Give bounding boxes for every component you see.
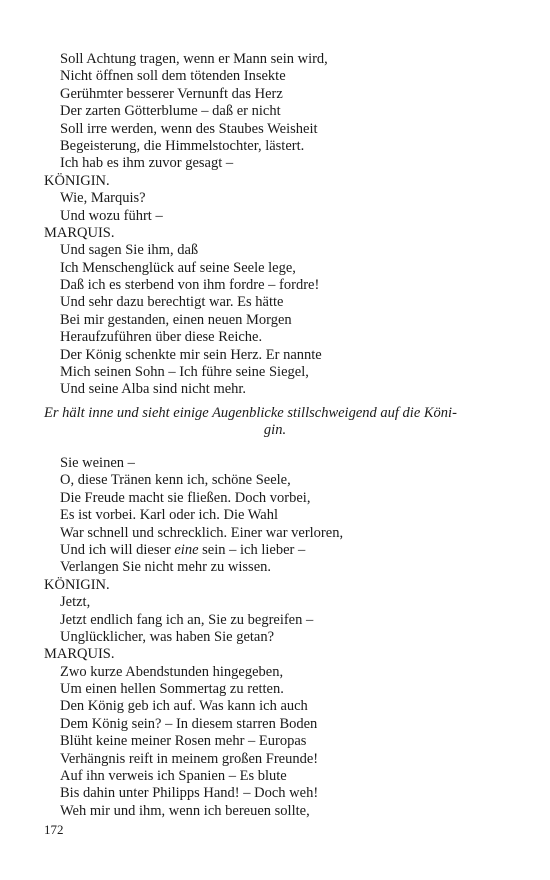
verse-line: Bei mir gestanden, einen neuen Morgen	[60, 311, 292, 328]
verse-line: Verlangen Sie nicht mehr zu wissen.	[60, 559, 272, 576]
verse-block-2	[44, 455, 504, 820]
verse-line	[44, 542, 504, 559]
verse-line: Jetzt endlich fang ich an, Sie zu begreifen –	[60, 611, 314, 628]
verse-block-1	[44, 51, 504, 399]
verse-line: Verhängnis reift in meinem großen Freunde!	[60, 750, 319, 767]
verse-line: Heraufzuführen über diese Reiche.	[60, 329, 263, 346]
verse-line: O, diese Tränen kenn ich, schöne Seele,	[60, 472, 291, 489]
verse-text: sein – ich lieber –	[198, 541, 306, 558]
verse-line: War schnell und schrecklich. Einer war verloren,	[60, 524, 344, 541]
verse-line: Auf ihn verweis ich Spanien – Es blute	[60, 768, 287, 785]
stage-direction-line-1: Er hält inne und sieht einige Augenblicke stillschweigend auf die Köni-	[44, 405, 457, 421]
page-number: 172	[44, 822, 64, 837]
stage-direction-line-2: gin.	[263, 422, 287, 439]
verse-line: Den König geb ich auf. Was kann ich auch	[60, 698, 308, 715]
verse-line: Mich seinen Sohn – Ich führe seine Siegel,	[60, 364, 309, 381]
speaker-name: KÖNIGIN.	[44, 172, 110, 189]
emphasized-word: eine	[174, 541, 199, 558]
stage-direction	[44, 405, 506, 440]
verse-line: Blüht keine meiner Rosen mehr – Europas	[60, 733, 307, 750]
verse-line: Der König schenkte mir sein Herz. Er nannte	[60, 346, 322, 363]
speaker-name: MARQUIS.	[44, 646, 115, 663]
verse-line: Um einen hellen Sommertag zu retten.	[60, 681, 284, 698]
speaker-name: MARQUIS.	[44, 224, 115, 241]
speaker-name: KÖNIGIN.	[44, 576, 110, 593]
verse-line: Und sagen Sie ihm, daß	[60, 242, 199, 259]
verse-line: Es ist vorbei. Karl oder ich. Die Wahl	[60, 507, 279, 524]
verse-line: Soll Achtung tragen, wenn er Mann sein wird,	[60, 51, 328, 67]
verse-line: Und wozu führt –	[60, 207, 163, 224]
verse-line: Wie, Marquis?	[60, 190, 146, 207]
verse-line: Die Freude macht sie fließen. Doch vorbei,	[60, 489, 311, 506]
verse-line: Weh mir und ihm, wenn ich bereuen sollte,	[60, 802, 310, 819]
verse-line: Soll irre werden, wenn des Staubes Weisheit	[60, 120, 318, 137]
verse-line: Bis dahin unter Philipps Hand! – Doch weh!	[60, 785, 319, 802]
verse-line: Sie weinen –	[60, 455, 135, 471]
verse-line: Der zarten Götterblume – daß er nicht	[60, 103, 281, 120]
verse-line: Und seine Alba sind nicht mehr.	[60, 381, 247, 398]
verse-line: Unglücklicher, was haben Sie getan?	[60, 628, 275, 645]
verse-line: Jetzt,	[60, 594, 91, 611]
verse-line: Dem König sein? – In diesem starren Boden	[60, 715, 318, 732]
verse-line: Nicht öffnen soll dem tötenden Insekte	[60, 68, 286, 85]
verse-text: Und ich will dieser	[60, 541, 175, 558]
verse-line: Ich hab es ihm zuvor gesagt –	[60, 155, 234, 172]
verse-line: Gerühmter besserer Vernunft das Herz	[60, 85, 283, 102]
verse-line: Daß ich es sterbend von ihm fordre – fordre!	[60, 277, 320, 294]
verse-line: Und sehr dazu berechtigt war. Es hätte	[60, 294, 284, 311]
verse-line: Ich Menschenglück auf seine Seele lege,	[60, 259, 296, 276]
verse-line: Zwo kurze Abendstunden hingegeben,	[60, 663, 284, 680]
verse-line: Begeisterung, die Himmelstochter, lästert.	[60, 137, 305, 154]
